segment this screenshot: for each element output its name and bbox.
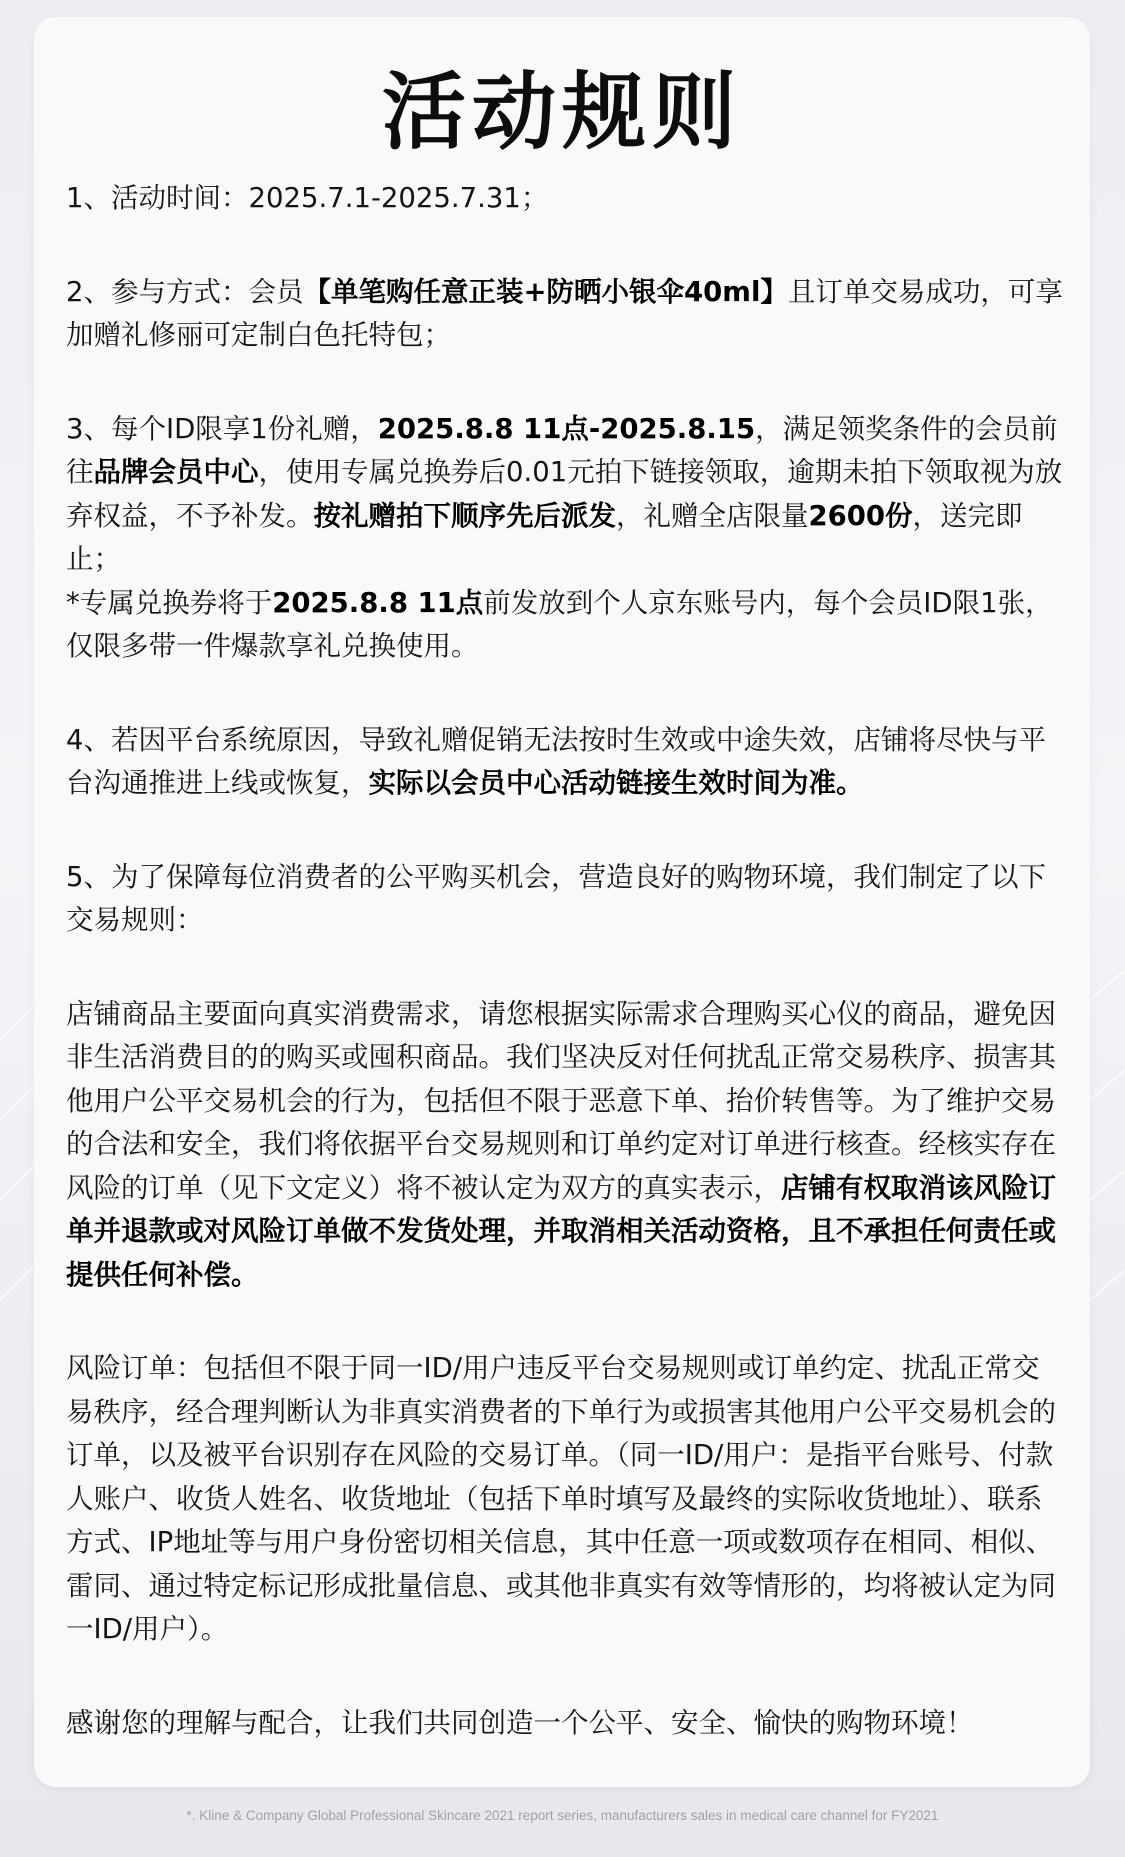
rule-3-text-5: ，送完即止；	[66, 499, 1023, 575]
rule-3-redemption	[66, 408, 1066, 582]
rule-3-note	[66, 582, 1066, 669]
rules-content	[66, 177, 1066, 1745]
rules-card	[34, 17, 1090, 1787]
rule-3-text-3: ，使用专属兑换券后0.01元拍下链接领取，逾期未拍下领取视为放弃权益，不予补发。	[66, 456, 1063, 532]
store-policy-text: 店铺商品主要面向真实消费需求，请您根据实际需求合理购买心仪的商品，避免因非生活消费目的的购买或囤积商品。我们坚决反对任何扰乱正常交易秩序、损害其他用户公平交易机会的行为，包括但不限于恶意下单、抬价转售等。为了维护交易的合法和安全，我们将依据平台交易规则和订单约定对订单进行核查。经核实存在风险的订单（见下文定义）将不被认定为双方的真实表示，	[66, 997, 1056, 1204]
rule-4-system	[66, 719, 1066, 806]
rule-5-intro: 5、为了保障每位消费者的公平购买机会，营造良好的购物环境，我们制定了以下交易规则：	[66, 860, 1046, 936]
rule-2-suffix: 且订单交易成功，可享加赠礼修丽可定制白色托特包；	[66, 275, 1063, 351]
risk-order-paragraph: 风险订单：包括但不限于同一ID/用户违反平台交易规则或订单约定、扰乱正常交易秩序，经合理判断认为非真实消费者的下单行为或损害其他用户公平交易机会的订单，以及被平台识别存在风险的交易订单。（同一ID/用户：是指平台账号、付款人账户、收货人姓名、收货地址（包括下单时填写及最终的实际收货地址）、联系方式、IP地址等与用户身份密切相关信息，其中任意一项或数项存在相同、相似、雷同、通过特定标记形成批量信息、或其他非真实有效等情形的，均将被认定为同一ID/用户）。	[66, 1352, 1056, 1645]
rule-3-bold-4: 2600份	[808, 499, 913, 532]
rule-3-note-text-2: 前发放到个人京东账号内，每个会员ID限1张，仅限多带一件爆款享礼兑换使用。	[66, 586, 1053, 662]
thanks-text: 感谢您的理解与配合，让我们共同创造一个公平、安全、愉快的购物环境！	[66, 1706, 974, 1739]
rule-4-text: 4、若因平台系统原因，导致礼赠促销无法按时生效或中途失效，店铺将尽快与平台沟通推进上线或恢复，	[66, 723, 1046, 799]
rule-1-time: 1、活动时间：2025.7.1-2025.7.31；	[66, 182, 549, 214]
rule-3-text-4: ，礼赠全店限量	[616, 499, 809, 532]
rule-2-bold: 【单笔购任意正装+防晒小银伞40ml】	[303, 275, 788, 308]
rule-4-bold: 实际以会员中心活动链接生效时间为准。	[368, 767, 864, 799]
store-policy-bold: 店铺有权取消该风险订单并退款或对风险订单做不发货处理，并取消相关活动资格，且不承担任何责任或提供任何补偿。	[66, 1171, 1056, 1291]
rule-2-participation	[66, 271, 1066, 358]
rule-3-bold-1: 2025.8.8 11点-2025.8.15	[377, 412, 756, 445]
rule-3-text-1: 3、每个ID限享1份礼赠，	[66, 412, 378, 445]
rule-3-note-bold: 2025.8.8 11点	[272, 586, 484, 619]
rule-2-prefix: 2、参与方式：会员	[66, 275, 304, 308]
rule-3-bold-2: 品牌会员中心	[93, 456, 259, 488]
rule-3-text-2: ，满足领奖条件的会员前往	[66, 412, 1058, 488]
rule-3-note-text-1: *专属兑换券将于	[66, 586, 273, 619]
store-policy-paragraph	[66, 993, 1066, 1298]
footnote: *. Kline & Company Global Professional Skincare 2021 report series, manufacturers sales in medical care channel for FY2021	[186, 1808, 939, 1823]
rule-3-bold-3: 按礼赠拍下顺序先后派发	[313, 499, 616, 532]
page-title: 活动规则	[381, 63, 742, 161]
